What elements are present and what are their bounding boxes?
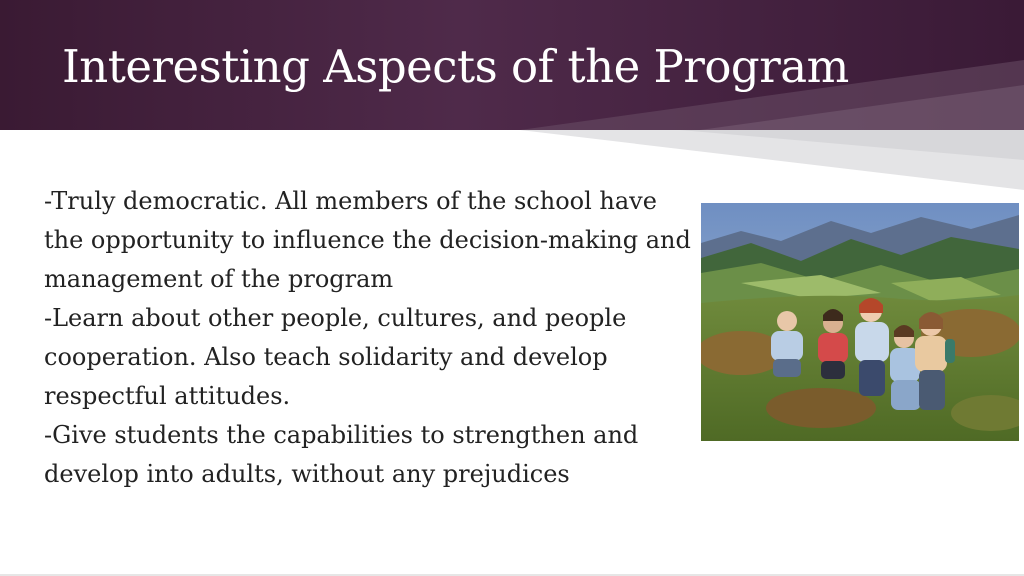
title-bar — [0, 0, 1024, 130]
body-line: respectful attitudes. — [44, 382, 291, 410]
slide-title: Interesting Aspects of the Program — [62, 40, 849, 93]
body-line: -Truly democratic. All members of the school have — [44, 187, 657, 215]
slide-body — [44, 182, 724, 494]
body-line: -Give students the capabilities to strengthen and — [44, 421, 639, 449]
body-line: develop into adults, without any prejudices — [44, 460, 570, 488]
body-line: cooperation. Also teach solidarity and develop — [44, 343, 608, 371]
hillside-photo-image — [701, 203, 1019, 441]
body-line: management of the program — [44, 265, 394, 293]
body-line: the opportunity to influence the decision-making and — [44, 226, 691, 254]
group-photo — [701, 203, 1019, 441]
body-line: -Learn about other people, cultures, and people — [44, 304, 627, 332]
